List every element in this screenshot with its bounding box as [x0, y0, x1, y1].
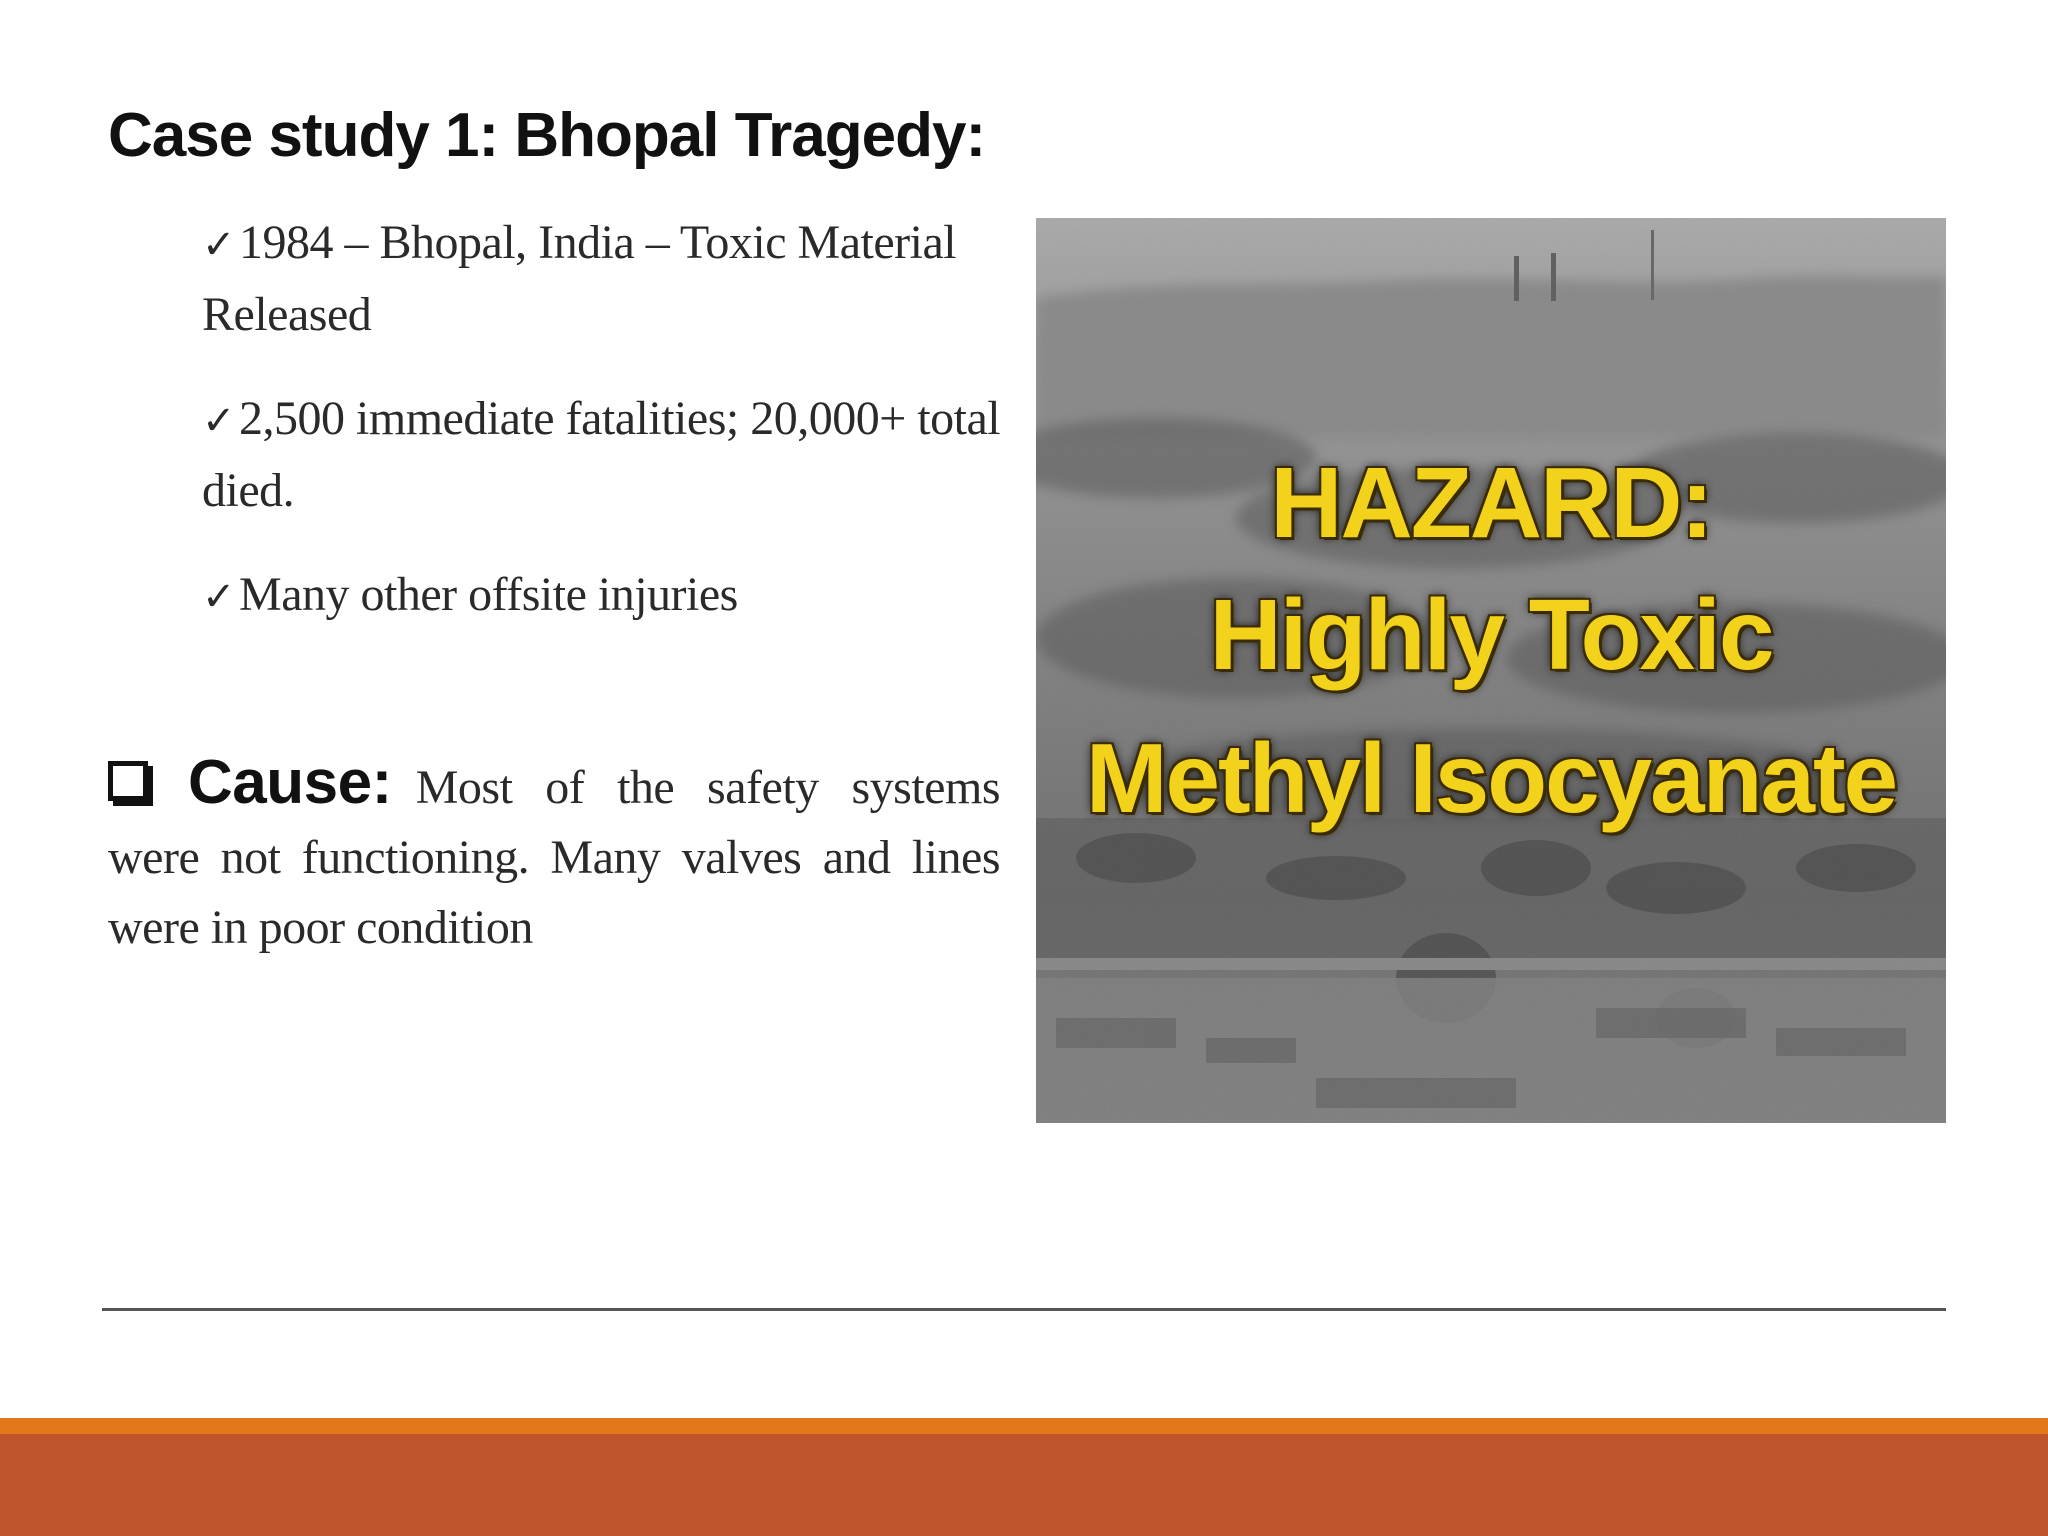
cause-paragraph	[108, 748, 1000, 963]
bullet-item	[202, 208, 1002, 350]
hazard-line-3: Methyl Isocyanate	[1085, 723, 1897, 833]
cause-text: Most of the safety systems were not functioning. Many valves and lines were in poor condition	[108, 761, 1000, 954]
bullet-item	[202, 384, 1002, 526]
hazard-line-1: HAZARD:	[1270, 447, 1712, 559]
bullet-text: 2,500 immediate fatalities; 20,000+ total died.	[202, 392, 1001, 517]
bullet-list	[202, 208, 1002, 666]
bhopal-hazard-image	[1036, 218, 1946, 1123]
divider-line	[102, 1308, 1946, 1311]
slide-title: Case study 1: Bhopal Tragedy:	[108, 101, 986, 170]
footer-band-rust	[0, 1434, 2048, 1536]
bullet-text: Many other offsite injuries	[239, 568, 738, 621]
cause-label: Cause:	[188, 748, 392, 817]
square-bullet-icon	[108, 761, 148, 801]
hazard-line-2: Highly Toxic	[1209, 579, 1773, 691]
checkmark-icon: ✓	[202, 574, 236, 620]
checkmark-icon: ✓	[202, 222, 236, 268]
bullet-text: 1984 – Bhopal, India – Toxic Material Released	[202, 216, 957, 341]
bullet-item	[202, 560, 1002, 632]
checkmark-icon: ✓	[202, 398, 236, 444]
footer-band-orange	[0, 1418, 2048, 1434]
